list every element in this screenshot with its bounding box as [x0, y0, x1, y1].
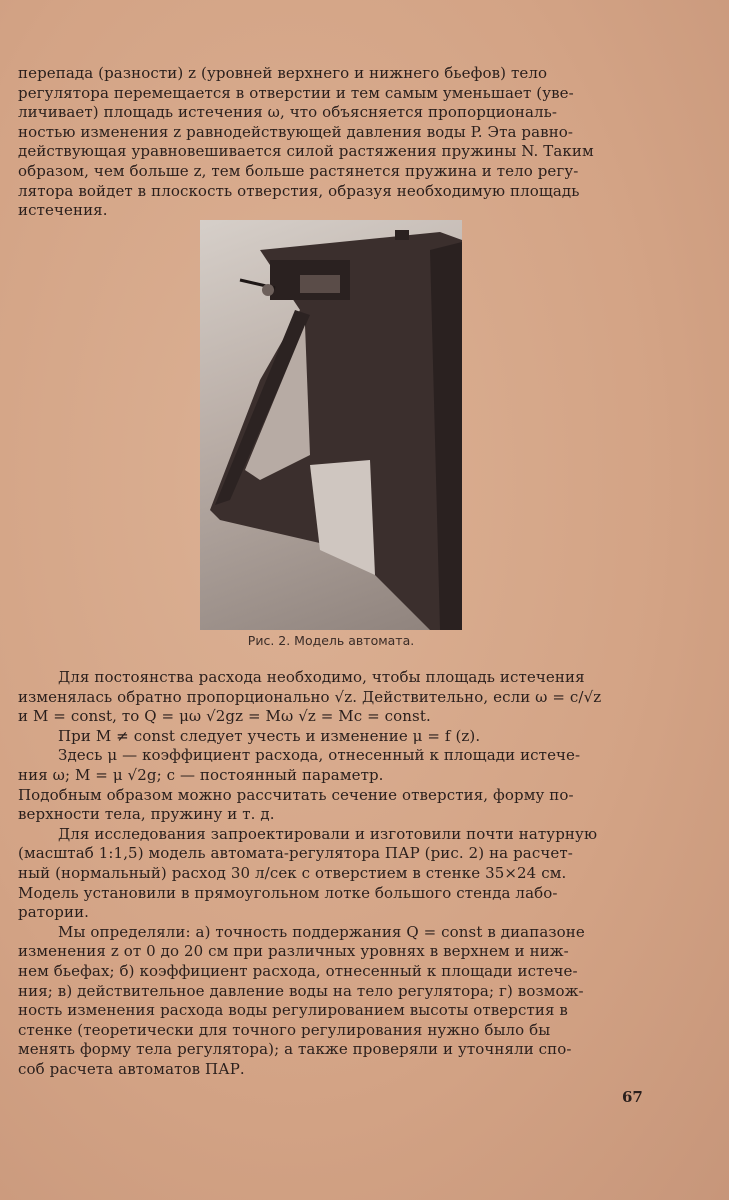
text-line: Мы определяли: а) точность поддержания Q = const в диапазоне [58, 922, 585, 941]
top-paragraph [18, 64, 636, 221]
text-line: Модель установили в прямоугольном лотке большого стенда лабо- [18, 883, 558, 902]
text-line: действующая уравновешивается силой растяжения пружины N. Таким [18, 142, 594, 161]
text-line: личивает) площадь истечения ω, что объясняется пропорциональ- [18, 103, 558, 122]
text-line: верхности тела, пружину и т. д. [18, 805, 275, 824]
text-line: Для постоянства расхода необходимо, чтобы площадь истечения [58, 668, 585, 686]
figure-caption: Рис. 2. Модель автомата. [247, 633, 415, 648]
page-number: 67 [622, 1088, 643, 1106]
text-line: ния; в) действительное давление воды на тело регулятора; г) возмож- [18, 981, 584, 1000]
text-line: истечения. [18, 201, 108, 220]
text-line: нем бьефах; б) коэффициент расхода, отнесенный к площади истече- [18, 961, 578, 980]
text-line: перепада (разности) z (уровней верхнего и нижнего бьефов) тело [18, 64, 548, 82]
text-line: ния ω; M = μ √2g; c — постоянный параметр. [18, 765, 384, 784]
regulator-model-photo [200, 220, 462, 630]
text-line: Подобным образом можно рассчитать сечение отверстия, форму по- [18, 785, 574, 804]
text-line: (масштаб 1:1,5) модель автомата-регулятора ПАР (рис. 2) на расчет- [18, 844, 573, 863]
text-line: соб расчета автоматов ПАР. [18, 1059, 245, 1078]
text-line: При M ≠ const следует учесть и изменение μ = f (z). [58, 726, 481, 745]
text-line: изменялась обратно пропорционально √z. Действительно, если ω = c/√z [18, 687, 602, 706]
text-line: лятора войдет в плоскость отверстия, образуя необходимую площадь [18, 181, 580, 200]
text-line: и M = const, то Q = μω √2gz = Mω √z = Mc = const. [18, 707, 431, 726]
text-line: ность изменения расхода воды регулированием высоты отверстия в [18, 1001, 568, 1020]
text-line: стенке (теоретически для точного регулирования нужно было бы [18, 1020, 551, 1039]
text-line: образом, чем больше z, тем больше растянется пружина и тело регу- [18, 161, 579, 180]
text-line: Здесь μ — коэффициент расхода, отнесенный к площади истече- [58, 746, 581, 765]
text-line: ностью изменения z равнодействующей давления воды P. Эта равно- [18, 122, 574, 141]
main-text [18, 668, 636, 1079]
text-line: регулятора перемещается в отверстии и тем самым уменьшает (уве- [18, 83, 574, 102]
text-line: ный (нормальный) расход 30 л/сек с отверстием в стенке 35×24 см. [18, 863, 567, 882]
text-line: изменения z от 0 до 20 см при различных уровнях в верхнем и ниж- [18, 942, 569, 961]
text-line: Для исследования запроектировали и изготовили почти натурную [58, 824, 598, 843]
text-line: менять форму тела регулятора); а также проверяли и уточняли спо- [18, 1040, 572, 1059]
text-line: ратории. [18, 903, 90, 922]
